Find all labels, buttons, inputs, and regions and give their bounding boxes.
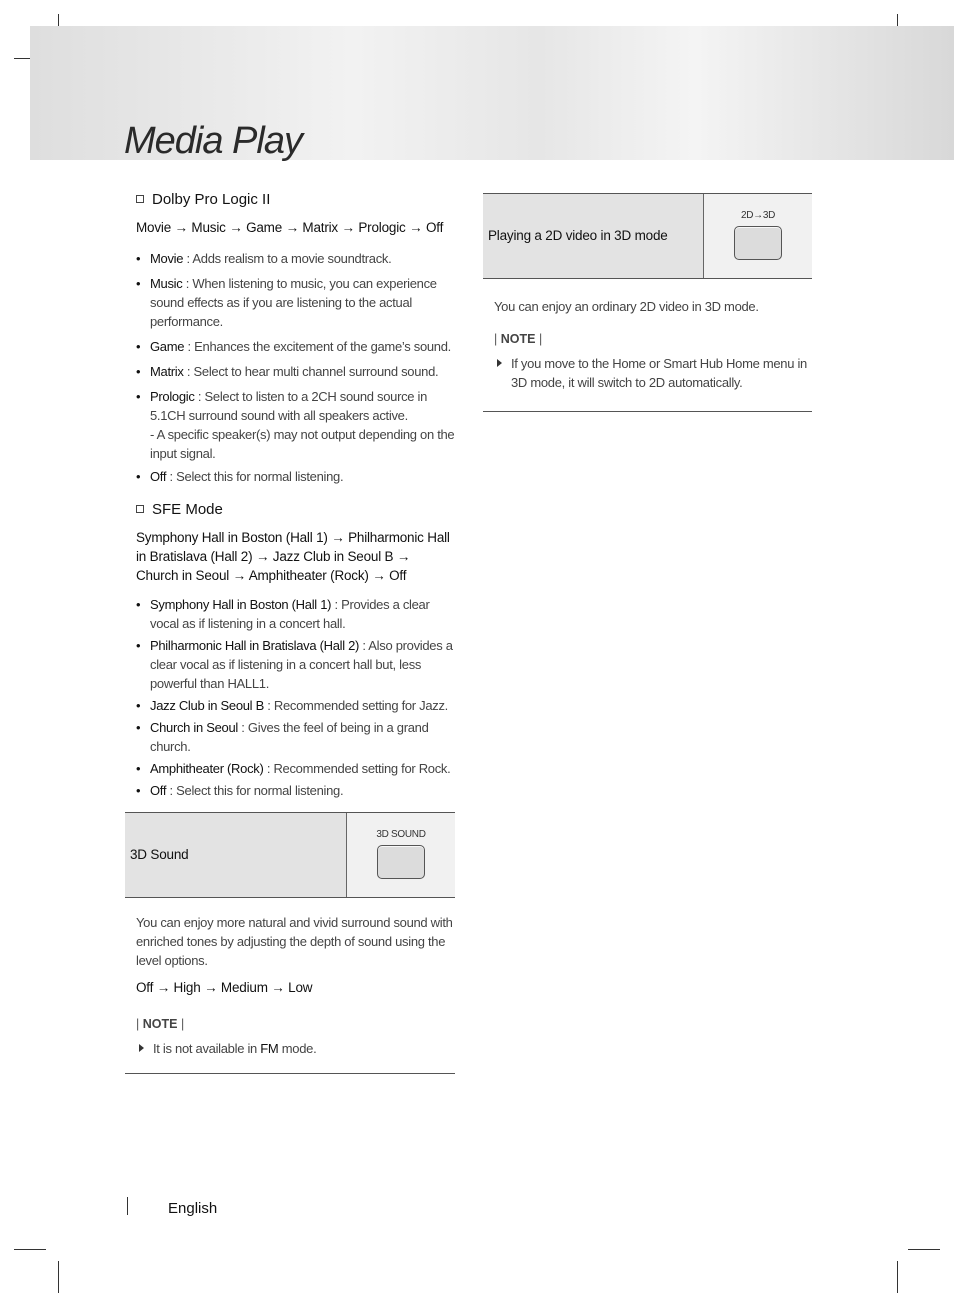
list-item: • Movie : Adds realism to a movie soundtrack. — [136, 249, 455, 268]
2d-3d-description: You can enjoy an ordinary 2D video in 3D mode. — [494, 299, 759, 314]
list-item: • Amphitheater (Rock) : Recommended setting for Rock. — [136, 759, 455, 778]
header-banner — [30, 26, 954, 160]
function-label: Playing a 2D video in 3D mode — [488, 228, 668, 243]
section-title-sfe — [136, 500, 455, 520]
crop-mark — [14, 1249, 46, 1250]
remote-key-cell — [703, 194, 812, 278]
function-box-3d-sound — [125, 812, 455, 898]
sfe-list — [136, 595, 455, 800]
section-title-dolby — [136, 190, 455, 210]
dolby-sequence: Movie → Music → Game → Matrix → Prologic → Off — [136, 220, 444, 235]
sub-note: - A specific speaker(s) may not output depending on the input signal. — [150, 427, 455, 461]
2d-3d-key-icon — [734, 226, 782, 260]
triangle-bullet-icon — [497, 359, 502, 367]
key-label: 2D→3D — [740, 210, 776, 221]
list-item: • Matrix : Select to hear multi channel surround sound. — [136, 362, 455, 381]
section-title-text: SFE Mode — [152, 501, 223, 518]
note-item: If you move to the Home or Smart Hub Home menu in 3D mode, it will switch to 2D automatically. — [494, 354, 812, 392]
3d-sound-sequence: Off → High → Medium → Low — [136, 980, 313, 995]
list-item: • Philharmonic Hall in Bratislava (Hall 2) : Also provides a clear vocal as if listening in a concert hall but, less powerful than HALL1. — [136, 636, 455, 693]
remote-key-cell — [346, 813, 455, 897]
list-item: • Music : When listening to music, you can experience sound effects as if you are listening to the actual performance. — [136, 274, 455, 331]
3d-sound-key-icon — [377, 845, 425, 879]
section-title-text: Dolby Pro Logic II — [152, 191, 271, 208]
list-item: • Church in Seoul : Gives the feel of being in a grand church. — [136, 718, 455, 756]
function-box-2d-3d — [483, 193, 812, 279]
list-item: • Prologic : Select to listen to a 2CH sound source in 5.1CH surround sound with all speakers active. - A specific speaker(s) may not output depending on the input signal. — [136, 387, 455, 463]
crop-mark — [908, 1249, 940, 1250]
footer-language: English — [168, 1200, 218, 1217]
sfe-sequence: Symphony Hall in Boston (Hall 1) → Philharmonic Hall in Bratislava (Hall 2) → Jazz Club in Seoul B → Church in Seoul → Amphitheater (Rock) → Off — [136, 530, 450, 583]
section-divider — [125, 1073, 455, 1074]
3d-sound-description: You can enjoy more natural and vivid surround sound with enriched tones by adjusting the depth of sound using the level options. — [136, 915, 453, 968]
list-item: • Off : Select this for normal listening. — [136, 781, 455, 800]
triangle-bullet-icon — [139, 1044, 144, 1052]
checkbox-square-icon — [136, 195, 144, 203]
note-item: It is not available in FM mode. — [136, 1039, 455, 1058]
list-item: • Off : Select this for normal listening. — [136, 467, 455, 486]
section-divider — [483, 411, 812, 412]
list-item: • Symphony Hall in Boston (Hall 1) : Provides a clear vocal as if listening in a concert hall. — [136, 595, 455, 633]
footer-divider — [127, 1197, 128, 1215]
dolby-list — [136, 249, 455, 486]
right-column — [483, 193, 812, 412]
crop-mark — [58, 1261, 59, 1293]
crop-mark — [897, 1261, 898, 1293]
checkbox-square-icon — [136, 505, 144, 513]
left-column — [125, 190, 455, 1074]
page-title: Media Play — [124, 120, 302, 162]
note-heading: | NOTE | — [494, 332, 543, 346]
list-item: • Jazz Club in Seoul B : Recommended setting for Jazz. — [136, 696, 455, 715]
note-heading: | NOTE | — [136, 1017, 185, 1031]
function-label: 3D Sound — [130, 847, 189, 862]
list-item: • Game : Enhances the excitement of the game’s sound. — [136, 337, 455, 356]
key-label: 3D SOUND — [376, 829, 426, 840]
